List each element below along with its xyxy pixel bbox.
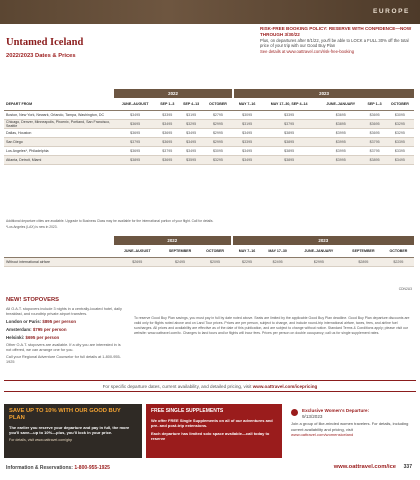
year-2023-header: 2023: [234, 89, 414, 98]
cell: $3595: [178, 155, 203, 164]
footer-site[interactable]: www.oattravel.com/ice: [333, 464, 397, 470]
table-row: [4, 257, 414, 266]
cell: $2295: [383, 257, 414, 266]
women-icon: [291, 409, 298, 416]
cell: $3695: [318, 110, 363, 119]
col-header: SEPTEMBER: [161, 245, 200, 257]
price-table: [4, 89, 414, 165]
col-header: OCTOBER: [199, 245, 230, 257]
cell: $3895: [114, 155, 156, 164]
table-row: [4, 155, 414, 164]
cell: Chicago, Denver, Minneapolis, Phoenix, Portland, San Francisco, Seattle: [4, 119, 114, 128]
page-title: Untamed Iceland: [6, 37, 84, 48]
footer-phone: 1-800-955-1925: [74, 465, 110, 471]
cell: $2895: [344, 257, 383, 266]
cell: $2095: [199, 257, 230, 266]
year-2022-header: 2022: [114, 89, 232, 98]
col-header: MAY 7–16: [233, 245, 262, 257]
gbp-title: SAVE UP TO 10% WITH OUR GOOD BUY PLAN: [9, 408, 121, 421]
col-header: MAY 17–30: [261, 245, 293, 257]
womens-departure-box: [286, 404, 414, 458]
cell: $3795: [363, 137, 385, 146]
dates-link[interactable]: www.oattravel.com/icepricing: [252, 384, 318, 389]
supplements-note: Each departure has limited solo space available—call today to reserve: [151, 430, 270, 441]
cell: $3195: [178, 110, 203, 119]
stopover-city: Amsterdam:: [6, 327, 32, 332]
dates-text: For specific departure dates, current availability, and detailed pricing, visit: [102, 384, 252, 389]
stopovers-call: Call your Regional Adventure Counselor for full details at 1-800-955-1925: [6, 355, 121, 365]
cell: $3095: [234, 110, 260, 119]
cell: $3895: [363, 155, 385, 164]
tour-code: CDN2U3: [398, 287, 412, 291]
cell: $3795: [363, 146, 385, 155]
year-2023-header: 2023: [233, 236, 414, 245]
cell: $3895: [260, 146, 318, 155]
col-header: OCTOBER: [383, 245, 414, 257]
table-row: [4, 146, 414, 155]
cell: $3295: [178, 119, 203, 128]
cell: $3295: [204, 155, 232, 164]
promo-body: Plus, on departures after 8/1/22, you'll be able to LOCK a FULL 30% off the total price of your trip with our Good Buy Plan: [260, 37, 409, 49]
col-header: JUNE–JANUARY: [318, 98, 363, 110]
cell: Without international airfare: [4, 257, 114, 266]
womens-date: 9/13/2023: [302, 414, 323, 420]
cell: $2795: [204, 110, 232, 119]
cell: $3795: [260, 119, 318, 128]
region-label: EUROPE: [372, 8, 410, 15]
cell: $3195: [234, 119, 260, 128]
col-header: SEP 4–13: [178, 98, 203, 110]
womens-title: Exclusive Women's Departure:: [302, 408, 370, 413]
footer-label: Information & Reservations:: [6, 465, 73, 471]
good-buy-plan-box: [4, 404, 142, 458]
cell: $3695: [114, 128, 156, 137]
cell: $2295: [233, 257, 262, 266]
cell: $3995: [318, 128, 363, 137]
cell: $3395: [260, 110, 318, 119]
table-row: [4, 110, 414, 119]
header-bar: [0, 0, 420, 24]
additional-cities-note: Additional departure cities are available. Upgrade to Business Class may be available for the international portion of your flight. Call for details.: [6, 219, 214, 223]
cell: $2495: [161, 257, 200, 266]
stopover-item: [6, 319, 124, 325]
promo-link[interactable]: See details at www.oattravel.com/risk-free-booking: [260, 48, 355, 54]
cell: $3495: [234, 146, 260, 155]
stopover-price: $695 per person: [25, 334, 60, 340]
cell: $3995: [318, 155, 363, 164]
cell: $3695: [114, 146, 156, 155]
risk-free-promo: [260, 26, 414, 54]
cell: $3395: [234, 137, 260, 146]
cell: $3395: [156, 110, 178, 119]
dates-pricing-bar: [4, 380, 416, 392]
stopovers-section: [6, 297, 124, 365]
col-header: SEPTEMBER: [344, 245, 383, 257]
cell: $3295: [386, 128, 414, 137]
gbp-link[interactable]: For details, visit www.oattravel.com/gbp: [9, 437, 73, 442]
cell: $2695: [114, 257, 161, 266]
stopovers-title: NEW! STOPOVERS: [6, 297, 60, 303]
cell: $3095: [386, 110, 414, 119]
cell: Los Angeles*, Philadelphia: [4, 146, 114, 155]
supplements-text: We offer FREE Single Supplements on all of our adventures and pre- and post-trip extensions.: [151, 417, 273, 429]
page-number: 337: [403, 464, 412, 470]
cell: $2995: [294, 257, 344, 266]
cell: $3495: [234, 155, 260, 164]
cell: $3895: [260, 128, 318, 137]
terms-text: To reserve Good Buy Plan savings, you must pay in full by date noted above. Seats are limited by the applicable Good Buy Plan deadline. Good Buy Plan departure discounts are valid only for flights noted above and on Land Tour prices. Prices are per person, subject to change, and include round-trip international airfare, taxes, fees, and airline fuel surcharges. All prices and availability are effective as of the date of this publication, and are subject to change without notice. Standard Terms & Conditions apply; please visit our website: www.oattravel.com/tc. Changes to land tours and/or flights will incur fees. Prices per person on double occupancy; call us for single supplement rates.: [134, 316, 410, 335]
stopover-city: London or Paris:: [6, 319, 42, 325]
table-row: [4, 128, 414, 137]
year-2022-header: 2022: [114, 236, 231, 245]
col-header: JUNE–JANUARY: [294, 245, 344, 257]
asterisk-note: *Los Angeles (LAX) is new in 2023.: [6, 225, 58, 229]
cell: $3095: [204, 146, 232, 155]
womens-text: Join a group of like-minded women travelers. For details, including current availability and pricing, visit: [291, 421, 409, 432]
single-supplements-box: [146, 404, 282, 458]
col-header: SEP 1–3: [363, 98, 385, 110]
stopover-city: Helsinki:: [6, 334, 25, 340]
footer-info: [6, 465, 110, 471]
cell: $3395: [386, 137, 414, 146]
cell: $3495: [114, 110, 156, 119]
col-header: DEPART FROM: [4, 98, 114, 110]
cell: $3795: [114, 137, 156, 146]
cell: $3495: [178, 137, 203, 146]
cell: $3695: [363, 119, 385, 128]
cell: $3695: [114, 119, 156, 128]
cell: $3495: [156, 119, 178, 128]
stopovers-other: Other O.A.T. stopovers are available. If a city you are interested in is not offered, we can arrange one for you.: [6, 342, 121, 352]
cell: Boston, New York, Newark, Orlando, Tampa, Washington, DC: [4, 110, 114, 119]
cell: $3795: [156, 146, 178, 155]
cell: $3695: [363, 110, 385, 119]
cell: $3895: [260, 137, 318, 146]
cell: $3495: [386, 155, 414, 164]
land-only-table: [4, 236, 414, 267]
cell: $2995: [204, 119, 232, 128]
cell: $2995: [204, 137, 232, 146]
gbp-text: The earlier you reserve your departure and pay in full, the more you'll save—up to 10%—plus, you'll lock in your price.: [9, 424, 130, 436]
page-subtitle: 2022/2023 Dates & Prices: [6, 53, 76, 59]
stopover-item: [6, 335, 124, 341]
cell: $3695: [156, 137, 178, 146]
cell: Atlanta, Detroit, Miami: [4, 155, 114, 164]
cell: $3995: [318, 146, 363, 155]
cell: $3695: [156, 128, 178, 137]
cell: $3895: [318, 119, 363, 128]
col-header: MAY 7–16: [234, 98, 260, 110]
col-header: MAY 17–30, SEP 4–14: [260, 98, 318, 110]
supplements-title: FREE SINGLE SUPPLEMENTS: [151, 408, 224, 414]
cell: $3395: [386, 146, 414, 155]
cell: $2495: [261, 257, 293, 266]
cell: $3695: [156, 155, 178, 164]
stopovers-intro: All O.A.T. stopovers include 3 nights in a centrally-located hotel, daily breakfast, and roundtrip private airport transfers.: [6, 306, 122, 316]
promo-heading: RISK-FREE BOOKING POLICY: RESERVE WITH CONFIDENCE—NOW THROUGH 3/30/22: [260, 26, 412, 37]
col-header: SEP 1–3: [156, 98, 178, 110]
cell: $3495: [178, 146, 203, 155]
col-header: OCTOBER: [204, 98, 232, 110]
womens-link[interactable]: www.oattravel.com/womensiceland: [291, 432, 354, 438]
cell: $2995: [204, 128, 232, 137]
table-row: [4, 137, 414, 146]
cell: $3695: [363, 128, 385, 137]
table-row: [4, 119, 414, 128]
cell: San Diego: [4, 137, 114, 146]
cell: $3995: [318, 137, 363, 146]
cell: $3295: [386, 119, 414, 128]
cell: $3495: [178, 128, 203, 137]
stopover-item: [6, 327, 124, 333]
cell: $3495: [234, 128, 260, 137]
col-header: JUNE–AUGUST: [114, 245, 161, 257]
footer-right: [334, 464, 412, 470]
stopover-price: $795 per person: [32, 327, 67, 332]
col-header: JUNE–AUGUST: [114, 98, 156, 110]
cell: Dallas, Houston: [4, 128, 114, 137]
cell: $3895: [260, 155, 318, 164]
col-header: OCTOBER: [386, 98, 414, 110]
stopover-price: $895 per person: [42, 319, 77, 325]
